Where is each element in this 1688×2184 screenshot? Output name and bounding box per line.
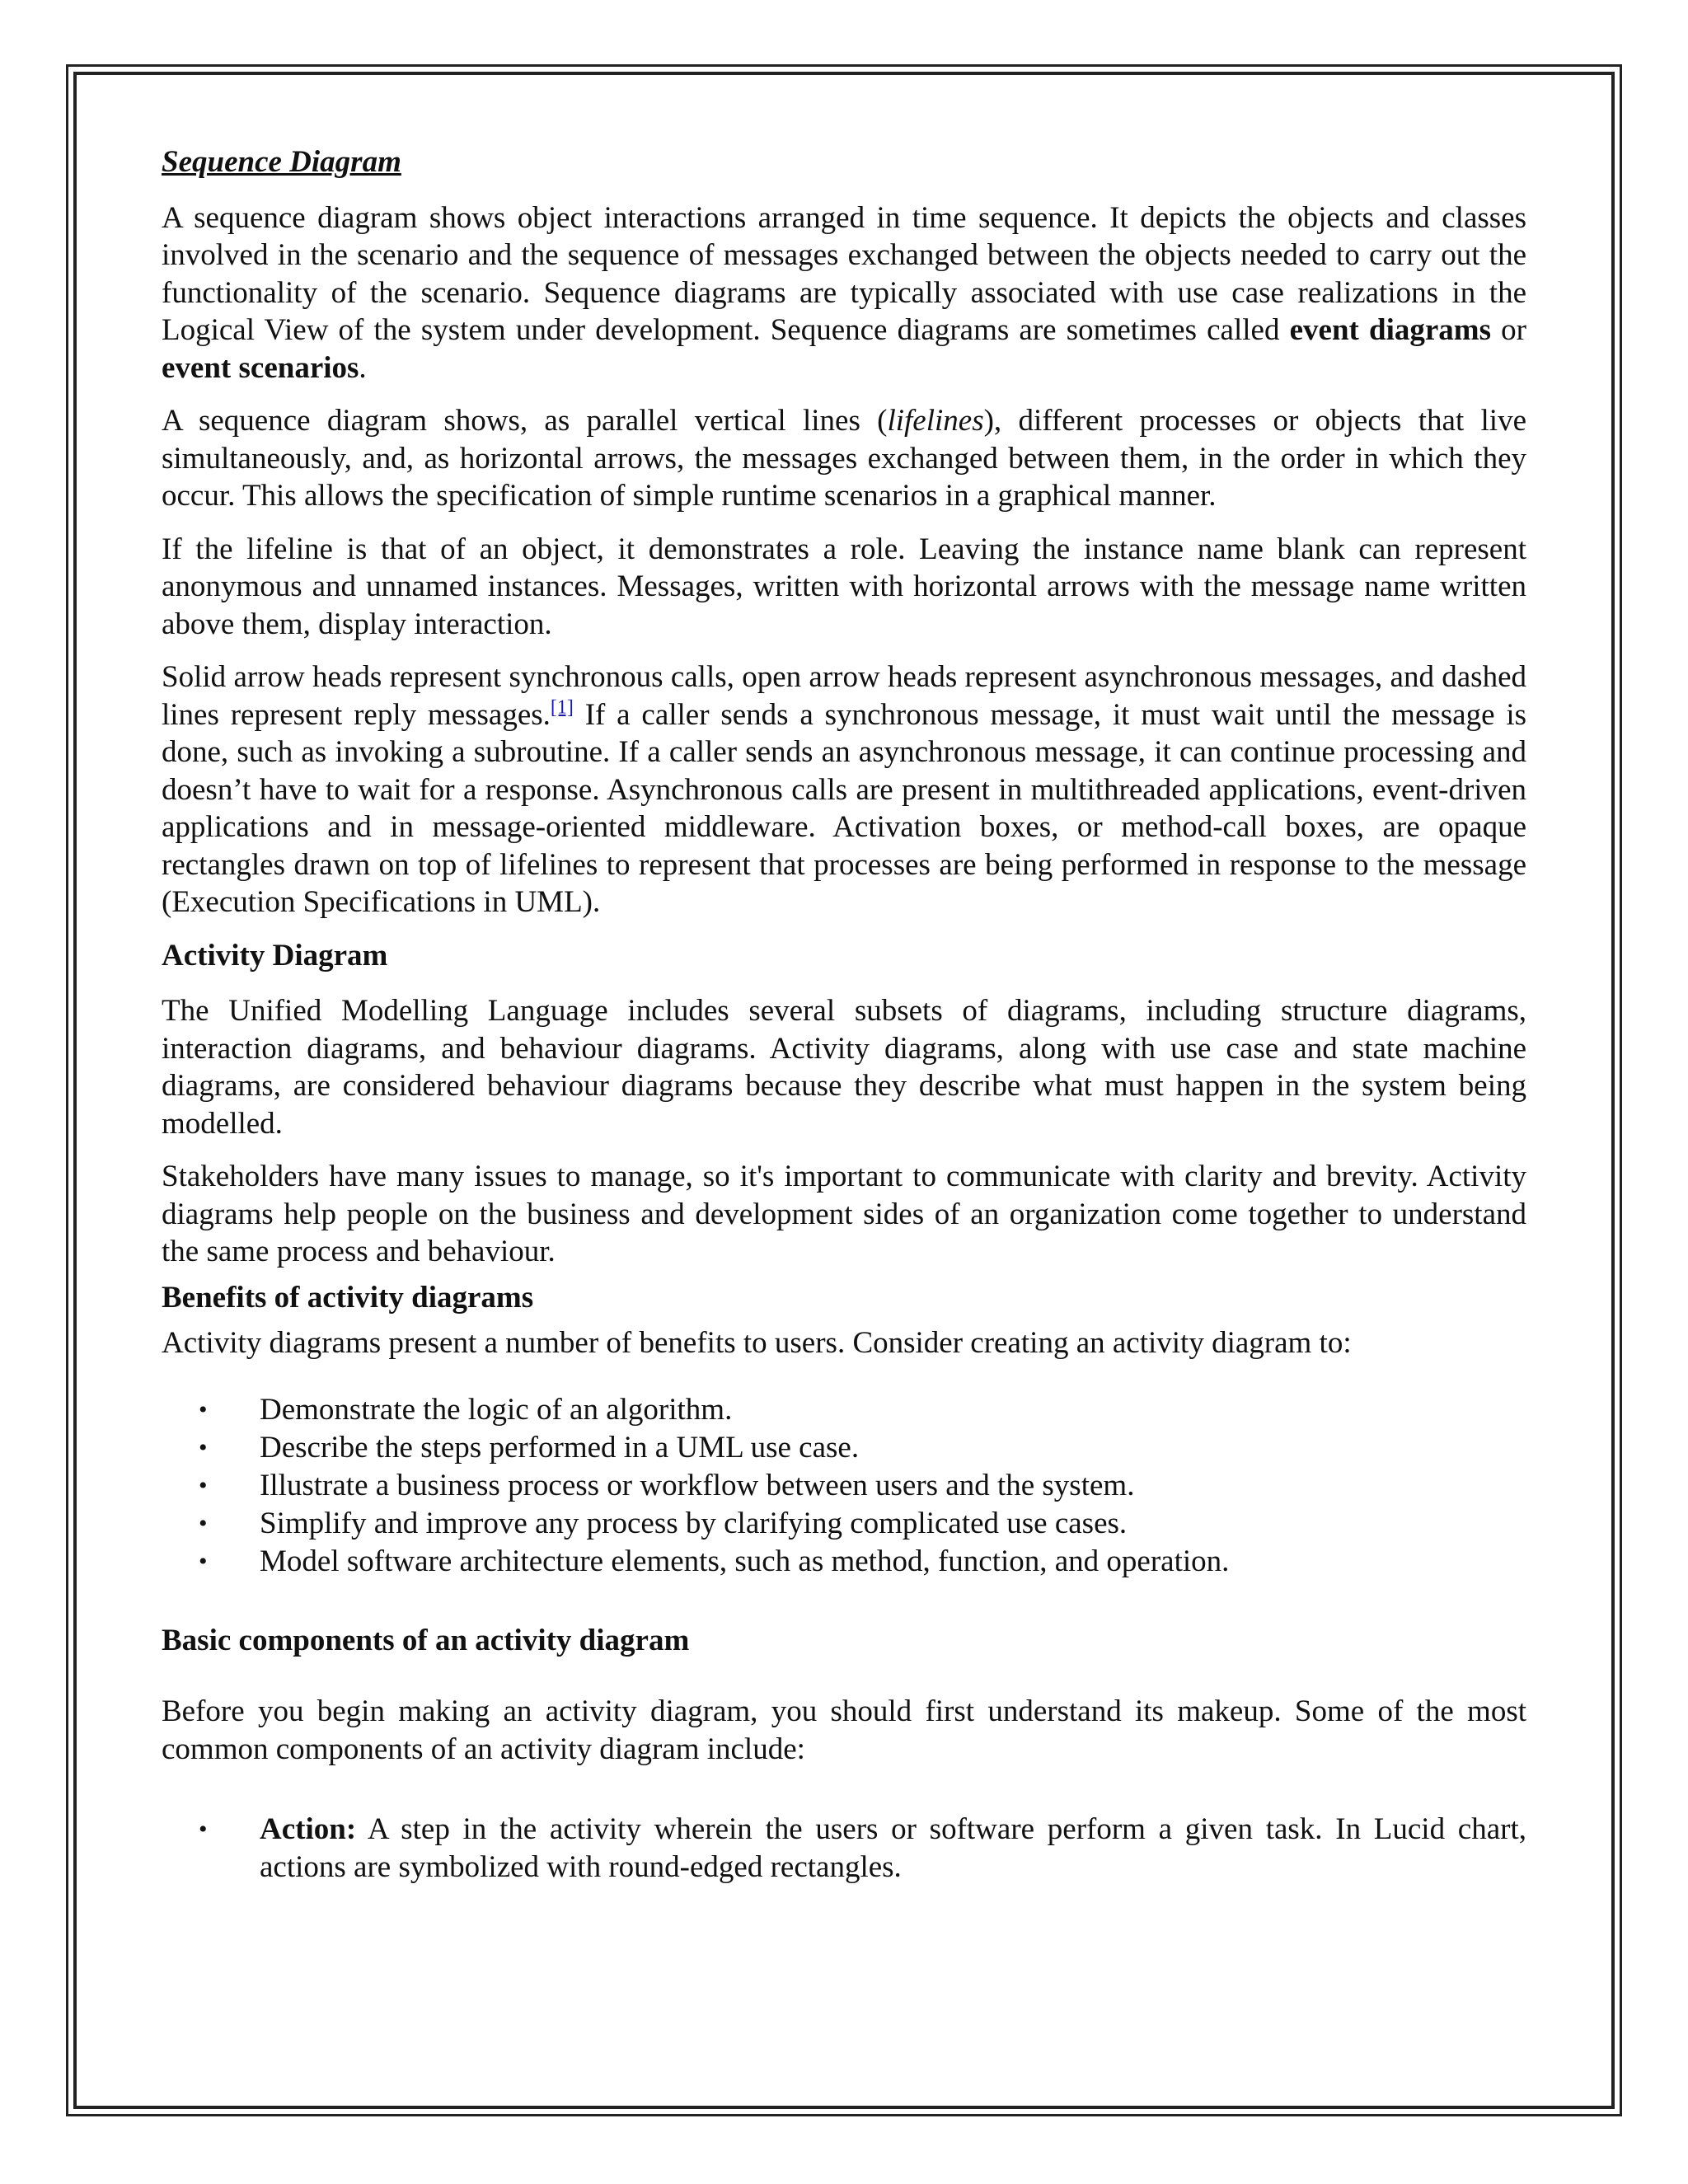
bullet-icon: • [199,1433,208,1461]
component-description: A step in the activity wherein the users or software perform a given task. In Lucid chart, actions are symbolized with round-edged rectangles. [260,1812,1526,1884]
sequence-p1-text: A sequence diagram shows object interactions arranged in time sequence. It depicts the objects and classes involved in the scenario and the sequence of messages exchanged between the objects needed to carry out the functionality of the scenario. Sequence diagrams are typically associated with use case realizations in the Logical View of the system under development. Sequence diagrams are sometimes called [162,200,1526,347]
list-item-text: Illustrate a business process or workflow between users and the system. [260,1468,1135,1502]
spacer [162,1362,1526,1391]
spacer [162,1659,1526,1693]
bullet-icon: • [199,1395,208,1423]
list-item [162,1467,1526,1505]
bullet-icon: • [199,1547,208,1575]
sequence-p1-end: . [359,350,367,385]
component-term: Action: [260,1812,357,1846]
sequence-paragraph-1 [162,199,1526,387]
spacer [162,1581,1526,1622]
bullet-icon: • [199,1509,208,1537]
benefits-intro: Activity diagrams present a number of benefits to users. Consider creating an activity diagram to: [162,1326,1352,1360]
benefits-heading: Benefits of activity diagrams [162,1280,534,1315]
activity-paragraph-2: Stakeholders have many issues to manage, so it's important to communicate with clarity and brevity. Activity diagrams help people on the business and development sides of an organization come together to understand the same process and behaviour. [162,1160,1526,1268]
sequence-p2-a: A sequence diagram shows, as parallel vertical lines ( [162,404,888,438]
components-intro: Before you begin making an activity diagram, you should first understand its makeup. Some of the most common components of an activity diagram include: [162,1694,1526,1766]
bullet-icon: • [199,1816,208,1843]
components-list [162,1811,1526,1886]
list-item-text: Model software architecture elements, such as method, function, and operation. [260,1544,1230,1578]
sequence-p2-b: ), different processes or objects that live simultaneously, and, as horizontal arrows, the messages exchanged between them, in the order in which they occur. This allows the specification of simple runtime scenarios in a graphical manner. [162,404,1526,513]
bullet-icon: • [199,1471,208,1499]
sequence-p1-or: or [1491,313,1527,347]
components-heading: Basic components of an activity diagram [162,1623,690,1657]
list-item-text: Demonstrate the logic of an algorithm. [260,1392,733,1427]
spacer [162,1768,1526,1811]
activity-paragraph-1: The Unified Modelling Language includes several subsets of diagrams, including structure diagrams, interaction diagrams, and behaviour diagrams. Activity diagrams, along with use case and state machine diagrams, are considered behaviour diagrams because they describe what must happen in the system being modelled. [162,994,1526,1141]
list-item-text: Describe the steps performed in a UML use case. [260,1430,860,1465]
list-item [162,1505,1526,1543]
footnote-reference-link[interactable]: [1] [550,696,574,719]
list-item [162,1429,1526,1467]
list-item [162,1811,1526,1886]
term-lifelines: lifelines [887,404,984,438]
sequence-p4-a: Solid arrow heads represent synchronous calls, open arrow heads represent asynchronous messages, and dashed lines represent reply messages. [162,660,1526,732]
sequence-diagram-heading: Sequence Diagram [162,145,401,179]
list-item [162,1391,1526,1429]
activity-diagram-heading: Activity Diagram [162,938,388,972]
term-event-scenarios: event scenarios [162,350,359,385]
sequence-paragraph-2 [162,402,1526,515]
benefits-list [162,1391,1526,1581]
sequence-paragraph-3: If the lifeline is that of an object, it demonstrates a role. Leaving the instance name blank can represent anonymous and unnamed instances. Messages, written with horizontal arrows with the message name written above them, display interaction. [162,532,1526,641]
term-event-diagrams: event diagrams [1289,313,1492,347]
list-item-text: Simplify and improve any process by clarifying complicated use cases. [260,1506,1128,1540]
sequence-p4-b: If a caller sends a synchronous message, it must wait until the message is done, such as invoking a subroutine. If a caller sends an asynchronous message, it can continue processing and doesn’t have to wait for a response. Asynchronous calls are present in multithreaded applications, event-driven applications and in message-oriented middleware. Activation boxes, or method-call boxes, are opaque rectangles drawn on top of lifelines to represent that processes are being performed in response to the message (Execution Specifications in UML). [162,697,1526,919]
list-item [162,1543,1526,1581]
document-body [162,143,1526,1886]
sequence-paragraph-4 [162,658,1526,921]
